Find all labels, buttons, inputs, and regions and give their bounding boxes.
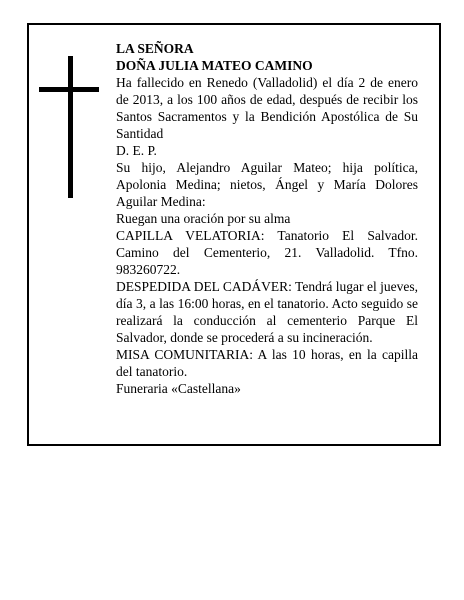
prayer-request: Ruegan una oración por su alma xyxy=(116,211,291,226)
death-announcement: Ha fallecido en Renedo (Valladolid) el día 2 de enero de 2013, a los 100 años de edad, después de recibir los Santos Sacramentos y la Bendición Apostólica de Su Santidad xyxy=(116,75,418,141)
farewell-info: DESPEDIDA DEL CADÁVER: Tendrá lugar el jueves, día 3, a las 16:00 horas, en el tanatorio. Acto seguido se realizará la conducción al cementerio Parque El Salvador, donde se procederá a su incineración. xyxy=(116,279,418,345)
dep-text: D. E. P. xyxy=(116,143,157,158)
notice-heading: LA SEÑORA xyxy=(116,41,194,56)
obituary-text xyxy=(116,40,418,397)
cross-icon xyxy=(39,56,99,198)
chapel-info: CAPILLA VELATORIA: Tanatorio El Salvador. Camino del Cementerio, 21. Valladolid. Tfno. 983260722. xyxy=(116,228,418,277)
cross-horizontal-bar xyxy=(39,87,99,92)
deceased-name: DOÑA JULIA MATEO CAMINO xyxy=(116,58,313,73)
mass-info: MISA COMUNITARIA: A las 10 horas, en la capilla del tanatorio. xyxy=(116,347,418,379)
family-list: Su hijo, Alejandro Aguilar Mateo; hija política, Apolonia Medina; nietos, Ángel y María Dolores Aguilar Medina: xyxy=(116,160,418,209)
funeral-home: Funeraria «Castellana» xyxy=(116,381,241,396)
cross-vertical-bar xyxy=(68,56,73,198)
obituary-notice xyxy=(27,23,441,446)
